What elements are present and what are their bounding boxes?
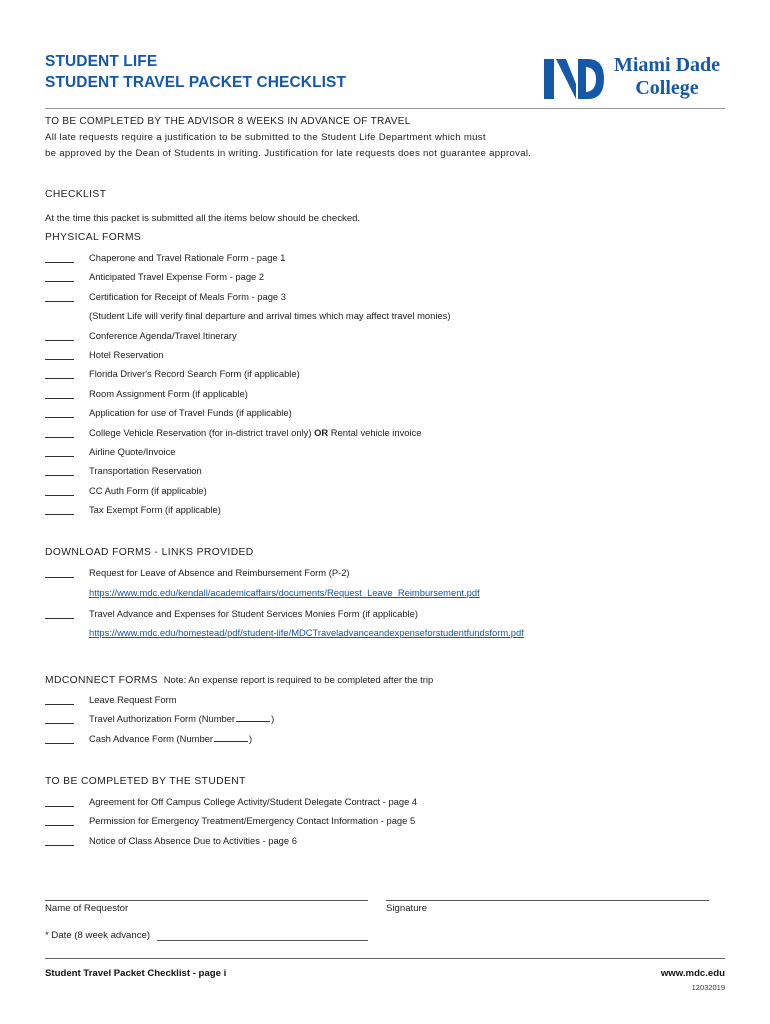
checkbox-blank[interactable] (45, 514, 74, 515)
header-divider (45, 108, 725, 109)
college-logo-text (604, 54, 730, 100)
late-request-note-2: be approved by the Dean of Students in writing. Justification for late requests does not guarantee approval. (45, 148, 532, 159)
checkbox-blank[interactable] (45, 743, 74, 744)
checkbox-blank[interactable] (45, 806, 74, 807)
list-item: Leave Request Form (89, 694, 177, 705)
number-blank[interactable] (236, 713, 270, 722)
logo-line-2: College (635, 77, 699, 99)
checkbox-blank[interactable] (45, 618, 74, 619)
list-item: Permission for Emergency Treatment/Emergency Contact Information - page 5 (89, 815, 416, 826)
checkbox-blank[interactable] (45, 475, 74, 476)
list-item: Hotel Reservation (89, 349, 164, 360)
download-forms-heading: DOWNLOAD FORMS - LINKS PROVIDED (45, 547, 254, 558)
number-blank[interactable] (214, 733, 248, 742)
list-item: Chaperone and Travel Rationale Form - page 1 (89, 252, 286, 263)
signature-line[interactable] (386, 900, 709, 901)
advisor-instruction: TO BE COMPLETED BY THE ADVISOR 8 WEEKS IN ADVANCE OF TRAVEL (45, 116, 411, 127)
checkbox-blank[interactable] (45, 456, 74, 457)
checkbox-blank[interactable] (45, 577, 74, 578)
page-title-line2: STUDENT TRAVEL PACKET CHECKLIST (45, 74, 347, 91)
late-request-note-1: All late requests require a justification to be submitted to the Student Life Department which must (45, 132, 486, 143)
list-item: Certification for Receipt of Meals Form - page 3 (89, 291, 286, 302)
list-item-travel-authorization (89, 713, 274, 724)
checkbox-blank[interactable] (45, 378, 74, 379)
list-item: Request for Leave of Absence and Reimbursement Form (P-2) (89, 567, 350, 578)
checklist-heading: CHECKLIST (45, 189, 107, 200)
footer-title: Student Travel Packet Checklist - page i (45, 968, 227, 979)
checkbox-blank[interactable] (45, 340, 74, 341)
student-section-heading: TO BE COMPLETED BY THE STUDENT (45, 776, 246, 787)
list-item: Conference Agenda/Travel Itinerary (89, 330, 237, 341)
list-item: Florida Driver's Record Search Form (if applicable) (89, 368, 300, 379)
list-item-note: (Student Life will verify final departure and arrival times which may affect travel monies) (89, 310, 451, 321)
checkbox-blank[interactable] (45, 262, 74, 263)
mdconnect-forms-row (45, 674, 433, 686)
page-title-line1: STUDENT LIFE (45, 53, 158, 70)
checkbox-blank[interactable] (45, 301, 74, 302)
list-item: Room Assignment Form (if applicable) (89, 388, 248, 399)
physical-forms-heading: PHYSICAL FORMS (45, 232, 142, 243)
footer-url: www.mdc.edu (660, 968, 725, 979)
checkbox-blank[interactable] (45, 437, 74, 438)
leave-reimbursement-link[interactable]: https://www.mdc.edu/kendall/academicaffairs/documents/Request_Leave_Reimbursement.pdf (89, 587, 480, 598)
list-item: Travel Advance and Expenses for Student Services Monies Form (if applicable) (89, 608, 418, 619)
footer-code: 12032019 (691, 983, 725, 992)
mdconnect-heading: MDCONNECT FORMS (45, 675, 158, 686)
list-item: Agreement for Off Campus College Activity/Student Delegate Contract - page 4 (89, 796, 418, 807)
checklist-note: At the time this packet is submitted all the items below should be checked. (45, 213, 361, 224)
close-paren: ) (249, 733, 253, 744)
travel-advance-link[interactable]: https://www.mdc.edu/homestead/pdf/student-life/MDCTraveladvanceandexpenseforstudentfundsform.pdf (89, 627, 524, 638)
list-item: Transportation Reservation (89, 465, 202, 476)
checkbox-blank[interactable] (45, 845, 74, 846)
list-item: Anticipated Travel Expense Form - page 2 (89, 271, 265, 282)
list-item: Airline Quote/Invoice (89, 446, 176, 457)
checkbox-blank[interactable] (45, 398, 74, 399)
list-item-cash-advance (89, 733, 252, 744)
list-item: Application for use of Travel Funds (if applicable) (89, 407, 292, 418)
or-word: OR (314, 427, 329, 438)
list-item: Tax Exempt Form (if applicable) (89, 504, 221, 515)
checkbox-blank[interactable] (45, 495, 74, 496)
checkbox-blank[interactable] (45, 281, 74, 282)
vehicle-reservation-text: College Vehicle Reservation (for in-district travel only) (89, 427, 312, 438)
signature-label: Signature (386, 903, 428, 914)
checkbox-blank[interactable] (45, 825, 74, 826)
cash-advance-text: Cash Advance Form (Number (89, 733, 214, 744)
logo-line-1: Miami Dade (613, 54, 721, 76)
date-label: * Date (8 week advance) (45, 930, 151, 941)
checkbox-blank[interactable] (45, 359, 74, 360)
footer-divider (45, 958, 725, 959)
list-item: Notice of Class Absence Due to Activities - page 6 (89, 835, 297, 846)
checkbox-blank[interactable] (45, 723, 74, 724)
date-line[interactable] (157, 940, 368, 941)
mdconnect-note: Note: An expense report is required to be completed after the trip (163, 674, 434, 685)
list-item: CC Auth Form (if applicable) (89, 485, 207, 496)
checkbox-blank[interactable] (45, 704, 74, 705)
rental-invoice-text: Rental vehicle invoice (330, 427, 422, 438)
close-paren: ) (271, 713, 275, 724)
checkbox-blank[interactable] (45, 417, 74, 418)
requestor-name-line[interactable] (45, 900, 368, 901)
list-item-vehicle (89, 427, 421, 438)
travel-authorization-text: Travel Authorization Form (Number (89, 713, 236, 724)
requestor-name-label: Name of Requestor (45, 903, 129, 914)
